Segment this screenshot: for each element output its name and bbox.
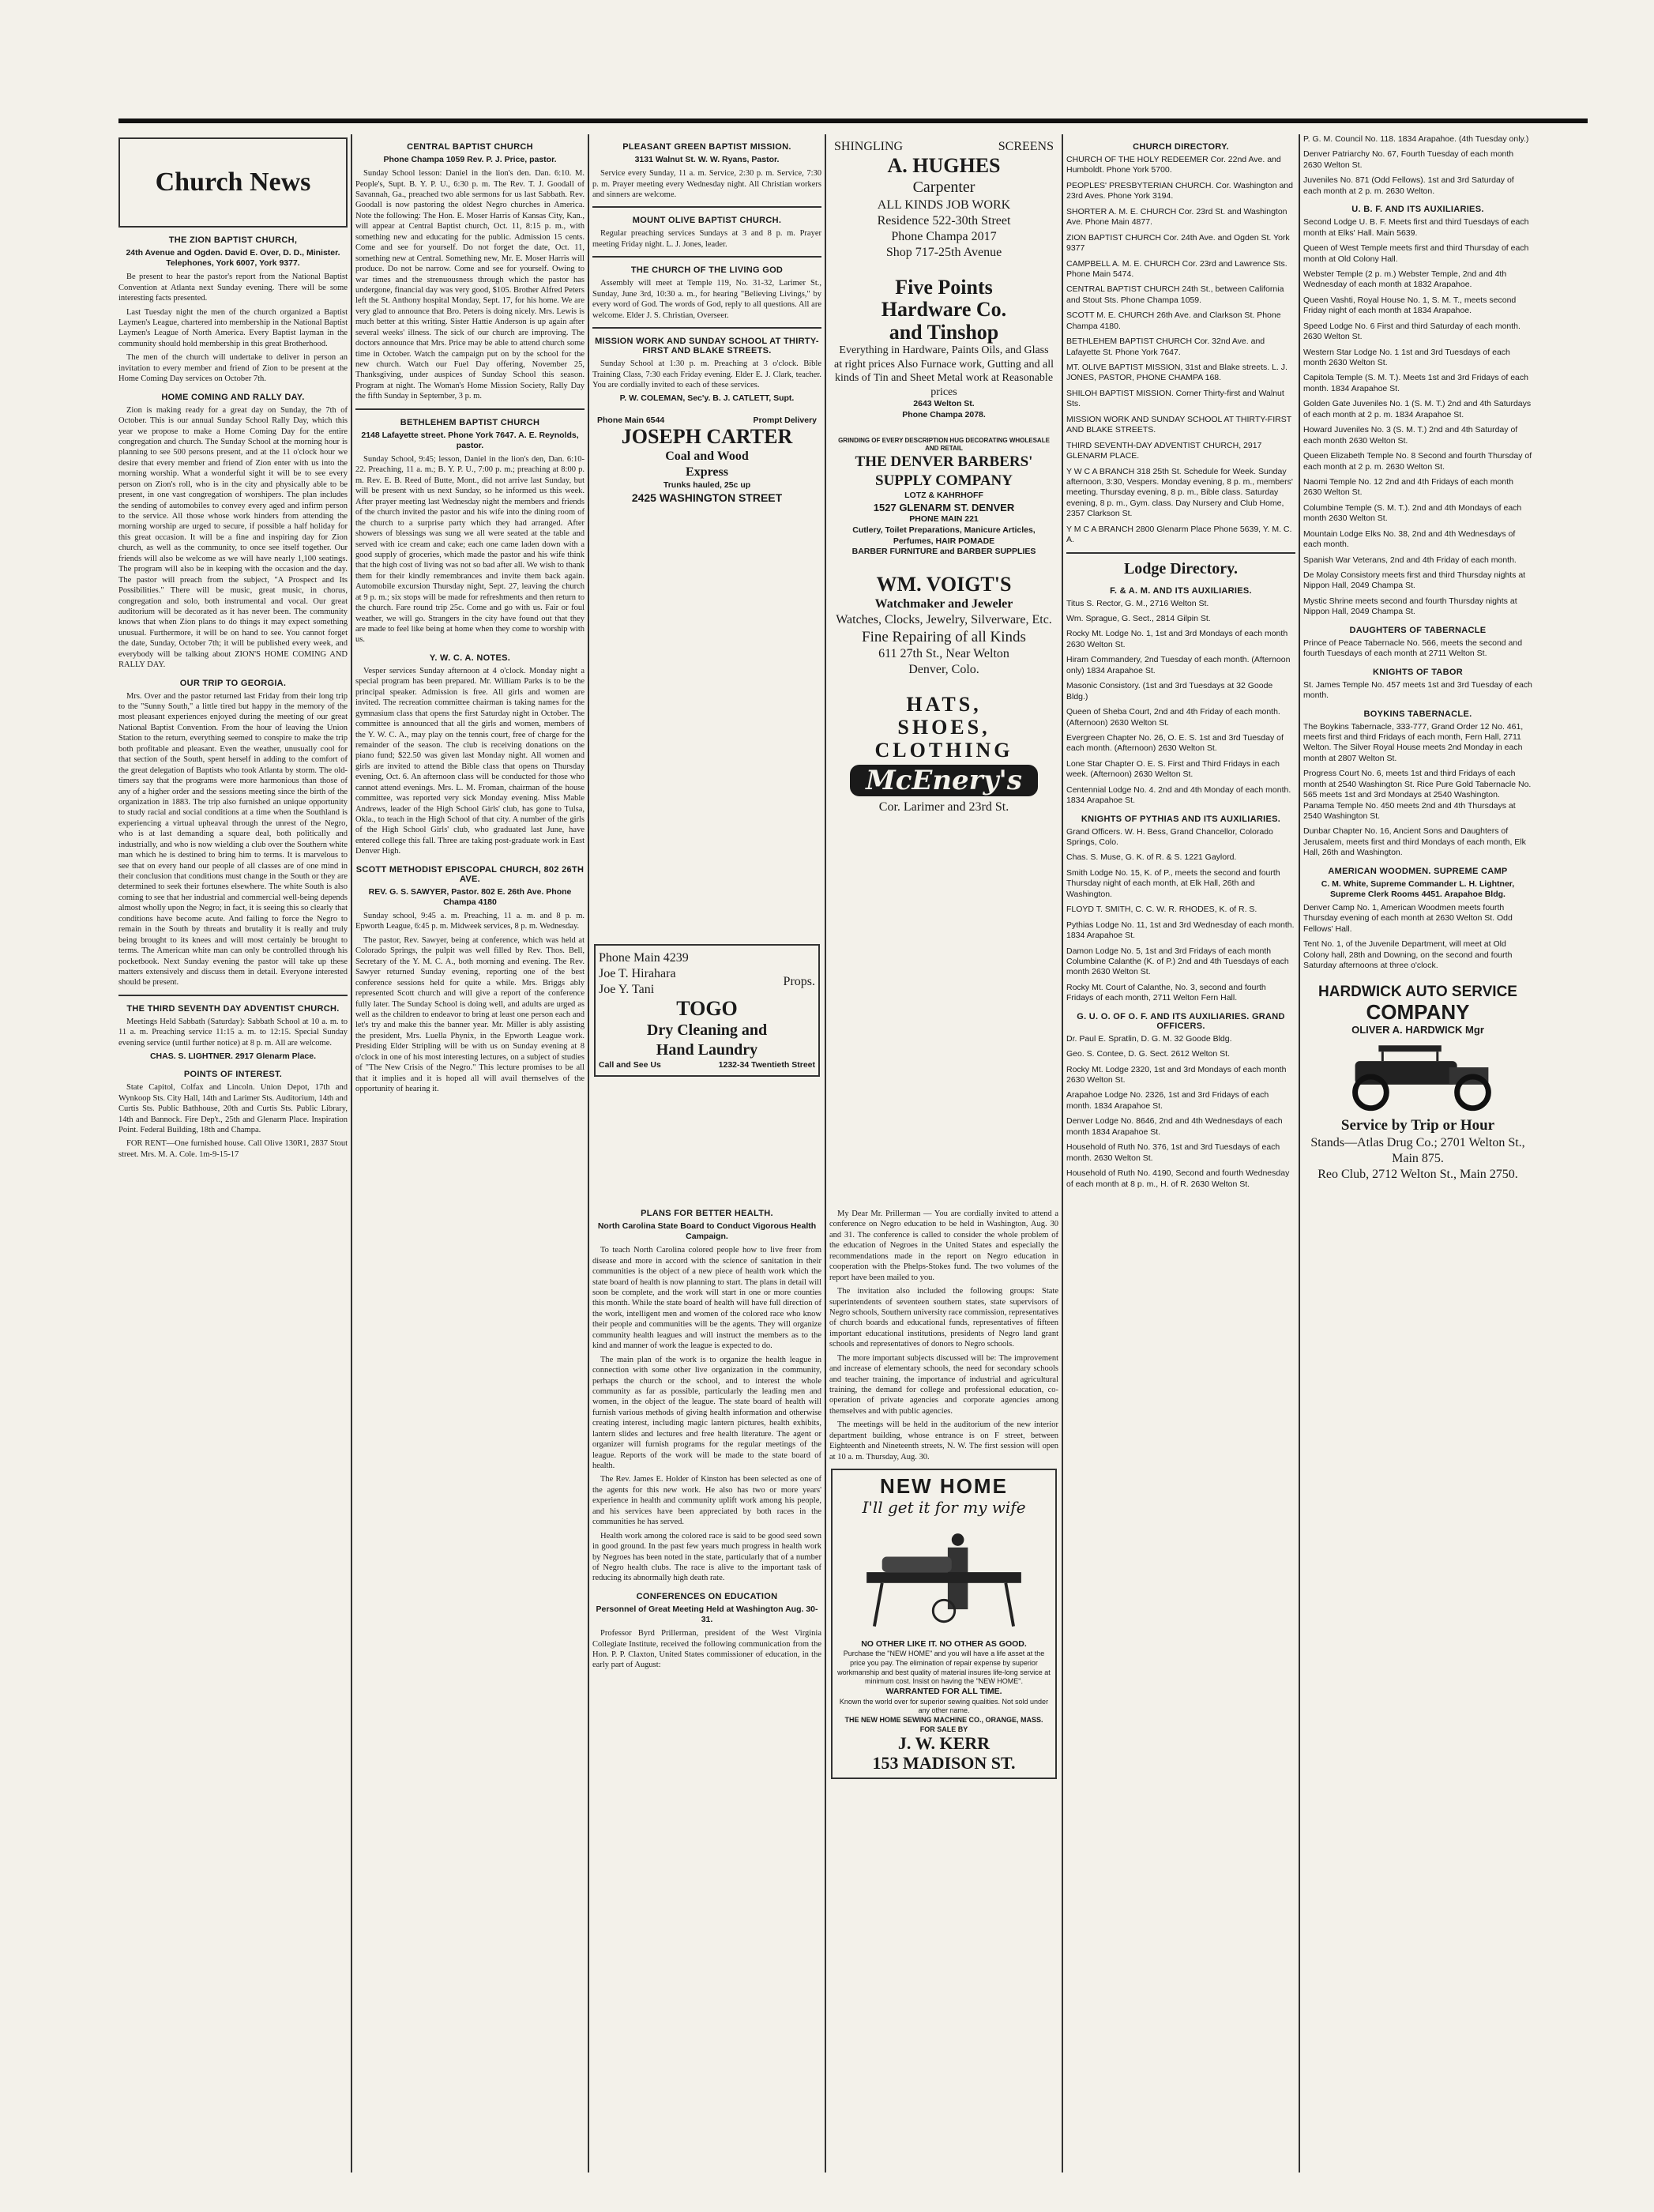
oddfellows-entry: Arapahoe Lodge No. 2326, 1st and 3rd Fridays of each month. 1834 Arapahoe St. — [1066, 1090, 1269, 1111]
health-paragraph: The Rev. James E. Holder of Kinston has been selected as one of the agents for this new work. He also has two or more years' experience in health and community uplift work among his people, and his services have been appreciated by both races in the communities he has served. — [592, 1475, 821, 1527]
health-paragraph: Health work among the colored race is said to be good seed sown in good ground. In the past few years much progress in health work by Negroes has been noted in the state, particularly that of a number of Negro health clubs. The race is alive to the important task of reducing its abnormally high death rate. — [592, 1531, 821, 1583]
kp-entry: Grand Officers. W. H. Bess, Grand Chancellor, Colorado Springs, Colo. — [1066, 826, 1273, 847]
hardwick-stands: Stands—Atlas Drug Co.; 2701 Welton St., Main 875. — [1310, 1135, 1525, 1165]
fp-line: and Tinshop — [889, 320, 999, 344]
conference-title: CONFERENCES ON EDUCATION — [636, 1591, 778, 1601]
oddfellows-title: G. U. O. OF O. F. AND ITS AUXILIARIES. GRAND OFFICERS. — [1077, 1011, 1285, 1031]
column-rule — [588, 134, 589, 2172]
voigt-goods: Watches, Clocks, Jewelry, Silverware, Etc. — [836, 612, 1052, 626]
carter-line: Express — [686, 465, 728, 479]
georgia-title: OUR TRIP TO GEORGIA. — [179, 678, 287, 688]
church-directory-entry: THIRD SEVENTH-DAY ADVENTIST CHURCH, 2917 GLENARM PLACE. — [1066, 440, 1262, 461]
oddfellows-entry: Household of Ruth No. 4190, Second and fourth Wednesday of each month at 8 p. m., H. of R. 2630 Welton St. — [1066, 1168, 1290, 1189]
church-directory-entry: Y W C A BRANCH 318 25th St. Schedule for Week. Sunday afternoon, 3:30, Vespers. Monday evening, 8 p. m., members' meeting. Thursday evening, 8 p. m., Bible class. Saturday evening, 8 p. m., Gym. class. Day Nursery and Club Home, 2357 Clarkson St. — [1066, 466, 1293, 519]
boykins-title: BOYKINS TABERNACLE. — [1363, 709, 1472, 719]
boykins-text: The Boykins Tabernacle, 333-777, Grand Order 12 No. 461, meets first and third Fridays of each month, Fern Hall, 2711 Welton. The Silver Royal House meets 2nd Monday in each month at 2807 Welton St. — [1303, 721, 1524, 763]
masthead-title: Church News — [155, 167, 311, 197]
kp-title: KNIGHTS OF PYTHIAS AND ITS AUXILIARIES. — [1081, 814, 1281, 824]
divider — [592, 256, 821, 258]
kp-list — [1066, 827, 1295, 1004]
zion-paragraph: The men of the church will undertake to deliver in person an invitation to every member and friend of Zion to be present at the Home Coming Day services on October 7th. — [118, 353, 348, 384]
mission-paragraph: Sunday School at 1:30 p. m. Preaching at 3 o'clock. Bible Training Class, 7:30 each Friday evening. Elder E. J. Clark, teacher. You are cordially invited to each of these services. — [592, 359, 821, 389]
hats-line: CLOTHING — [874, 738, 1013, 762]
lodge-entry: Evergreen Chapter No. 26, O. E. S. 1st and 3rd Tuesday of each month. (Afternoon) 2630 Welton St. — [1066, 732, 1284, 754]
church-directory-title: CHURCH DIRECTORY. — [1133, 142, 1229, 152]
mission-title: MISSION WORK AND SUNDAY SCHOOL AT THIRTY-FIRST AND BLAKE STREETS. — [595, 337, 819, 356]
scott-title: SCOTT METHODIST EPISCOPAL CHURCH, 802 26TH AVE. — [355, 864, 585, 884]
ywca-title: Y. W. C. A. NOTES. — [429, 653, 511, 663]
ubf-entry: Capitola Temple (S. M. T.). Meets 1st and 3rd Fridays of each month. 1834 Arapahoe St. — [1303, 373, 1528, 393]
ubf-entry: Mystic Shrine meets second and fourth Thursday nights at Nippon Hall, 2049 Champa St. — [1303, 596, 1517, 617]
divider — [592, 327, 821, 329]
hardwick-line: COMPANY — [1366, 1000, 1470, 1025]
new-home-forsale: FOR SALE BY — [919, 1725, 968, 1733]
oddfellows-list — [1066, 1034, 1295, 1190]
togo-line: Dry Cleaning and — [646, 1021, 768, 1039]
barber-address: 1527 GLENARM ST. DENVER — [873, 501, 1015, 514]
top-rule — [118, 118, 1588, 123]
church-directory-list — [1066, 155, 1295, 546]
hughes-trade: Carpenter — [912, 178, 975, 196]
points-paragraph: State Capitol, Colfax and Lincoln. Union Depot, 17th and Wynkoop Sts. City Hall, 14th and Larimer Sts. Auditorium, 14th and Curtis Sts. Public Bathhouse, 20th and Curtis Sts. Public Library, 14th and Bannock. Fire Dep't., 25th and Glenarm Place. Inspiration Point. Federal Building, 18th and Champa. — [118, 1083, 348, 1134]
church-directory-entry: SCOTT M. E. CHURCH 26th Ave. and Clarkson St. Phone Champa 4180. — [1066, 310, 1281, 331]
lodge-entry: Juveniles No. 871 (Odd Fellows). 1st and 3rd Saturday of each month at 2 p. m. 2630 Welton. — [1303, 175, 1514, 196]
kp-entry: Pythias Lodge No. 11, 1st and 3rd Wednesday of each month. 1834 Arapahoe St. — [1066, 920, 1295, 941]
sda-paragraph: Meetings Held Sabbath (Saturday): Sabbath School at 10 a. m. to 11 a. m. Preaching service 11:15 a. m. to 12:15. Special Sunday evening service (until further notice) at 8 p. m. All are welcome. — [118, 1017, 348, 1048]
zion-title: THE ZION BAPTIST CHURCH, — [168, 235, 298, 245]
barber-owners: LOTZ & KAHRHOFF — [904, 490, 983, 500]
screens-label: SCREENS — [998, 140, 1054, 153]
health-paragraph: The main plan of the work is to organize the health league in connection with some other live organization in the community, perhaps the church or the school, and to interest the whole community as far as possible, particularly the leading men and women, in the object of the league. The state board of health will furnish various methods of giving health information and otherwise creating interest, including magic lantern pictures, health exhibits, lantern slides and lectures and free health literature. The agent or organizer will furnish programs for the regular meetings of the league. Reports of the work will be made to the state board of health. — [592, 1355, 821, 1470]
mission-signature: P. W. COLEMAN, Sec'y. B. J. CATLETT, Supt. — [619, 393, 795, 404]
ubf-entry: Golden Gate Juveniles No. 1 (S. M. T.) 2nd and 4th Saturdays of each month at 2 p. m. 1834 Arapahoe St. — [1303, 399, 1532, 419]
divider — [1066, 552, 1295, 554]
ubf-entry: Mountain Lodge Elks No. 38, 2nd and 4th Wednesdays of each month. — [1303, 529, 1516, 550]
ubf-list — [1303, 217, 1532, 618]
hughes-shop: Shop 717-25th Avenue — [885, 245, 1002, 259]
conference-paragraph: Professor Byrd Prillerman, president of the West Virginia Collegiate Institute, received the following communication from the Hon. P. P. Claxton, United States commissioner of education, in the early part of August: — [592, 1629, 821, 1670]
conference-paragraph: The more important subjects discussed will be: The improvement and increase of elementary schools, the need for secondary schools and teacher training, the importance of industrial and agricultural training, the demand for college and professional education, co-operation of private agencies and corporate agencies among themselves and with public agencies. — [829, 1353, 1058, 1416]
new-home-warranted: WARRANTED FOR ALL TIME. — [885, 1687, 1002, 1697]
barber-name: THE DENVER BARBERS' SUPPLY COMPANY — [855, 453, 1033, 490]
togo-prop: Joe Y. Tani — [599, 983, 655, 996]
barber-goods: Cutlery, Toilet Preparations, Manicure Articles, Perfumes, HAIR POMADE — [852, 525, 1036, 546]
church-directory-entry: SHILOH BAPTIST MISSION. Corner Thirty-first and Walnut Sts. — [1066, 388, 1284, 409]
column-rule — [1062, 134, 1063, 2172]
masthead-box — [118, 137, 348, 228]
five-points-ad — [831, 272, 1057, 426]
daughters-tabernacle-title: DAUGHTERS OF TABERNACLE — [1349, 625, 1487, 635]
mceneny-ad — [831, 689, 1057, 820]
new-home-text: Purchase the "NEW HOME" and you will have a life asset at the price you pay. The elimination of repair expense by superior workmanship and best quality of material insures life-long service at minimum cost. Insist on having the "NEW HOME". — [837, 1650, 1051, 1686]
sda-title: THE THIRD SEVENTH DAY ADVENTIST CHURCH. — [126, 1003, 340, 1014]
knights-tabor-title: KNIGHTS OF TABOR — [1373, 667, 1463, 677]
conference-sub: Personnel of Great Meeting Held at Washington Aug. 30-31. — [596, 1604, 818, 1624]
new-home-company: THE NEW HOME SEWING MACHINE CO., ORANGE, MASS. — [844, 1716, 1043, 1725]
bethlehem-paragraph: Sunday School, 9:45; lesson, Daniel in the lion's den, Dan. 6:10-22. Preaching, 11 a. m.; B. Y. P. U., 7:00 p. m.; preaching at 8:00 p. m. Rev. E. B. Reed of Butte, Mont., did not arrive last Sunday, but will be present with us next Sunday, so he informed us this week. After prayer meeting last Wednesday night the members and friends of the church invited the pastor and his wife into the dining room of the church to a surprise party which they had arranged. After showers of blessings was sung we all were seated at the table and served with ice cream and cake; each one came laden down with a good supply of groceries, which made the pastor and his wife think that the high cost of living was not so bad after all. We wish to thank them for their kindly remembrances and invite them back again. Automobile excursion Thursday night, Sept. 27, leaving the church at 9 p. m.; six stops will be made for refreshments and then return to the church. Fare round trip 25c. Come and go with us. Fair or foul weather, we will go. Strangers in the city have found out that they are made to feel like being at home when they come to worship with us. — [355, 455, 585, 645]
barber-phone: PHONE MAIN 221 — [909, 514, 979, 525]
health-title: PLANS FOR BETTER HEALTH. — [641, 1209, 773, 1218]
daughters-tabernacle-text: Prince of Peace Tabernacle No. 566, meets the second and fourth Tuesdays of each month at 2711 Welton St. — [1303, 638, 1523, 659]
zion-paragraph: Last Tuesday night the men of the church organized a Baptist Laymen's League, chartered into membership in the National Baptist Laymen's League of North America. Every Baptist layman in the community should hold membership in this great Brotherhood. — [118, 307, 348, 348]
kp-entry: Chas. S. Muse, G. K. of R. & S. 1221 Gaylord. — [1066, 852, 1237, 863]
lodge-entry: Titus S. Rector, G. M., 2716 Welton St. — [1066, 598, 1209, 608]
col6-top-list — [1303, 134, 1532, 197]
column-3 — [592, 134, 821, 1051]
barbers-ad — [831, 432, 1057, 562]
new-home-dealer: J. W. KERR — [897, 1733, 991, 1754]
lodge-entry: Rocky Mt. Lodge No. 1, 1st and 3rd Mondays of each month 2630 Welton St. — [1066, 629, 1288, 649]
knights-tabor-text: St. James Temple No. 457 meets 1st and 3rd Tuesday of each month. — [1303, 679, 1532, 701]
lodge-directory-title: Lodge Directory. — [1123, 559, 1239, 577]
fp-desc: Everything in Hardware, Paints Oils, and Glass at right prices Also Furnace work, Gutting and all kinds of Tin and Sheet Metal work at Reasonable prices — [834, 344, 1054, 398]
ywca-paragraph: Vesper services Sunday afternoon at 4 o'clock. Monday night a special program has been prepared. Mr. William Parks is to be the principal speaker. Admission is free. All girls and women are invited. The recreation committee chairman is taking names for the gymnasium class that opens the first Saturday night in October. The committee is announced that all the girls and women, members of the Y. W. C. A., may play on the tennis court, free of charge for the remainder of the season. The club is receiving donations on the piano fund; $22.50 was given last Monday night. All women and girls are invited to attend the Bible class that opens on Thursday evening, Oct. 6. An afternoon class will be conducted for those who cannot attend evenings. Mrs. L. M. Froman, chairman of the house committee, was reported very sick Monday evening. Miss Mable Andrews, leader of the High School Girls' club, has gone to Tulsa, Okla., to teach in the High School of that city. A number of the girls of the High School Girls' club, who graduated last June, have entered college this fall. Three are taking post-graduate work in East Denver High. — [355, 666, 585, 856]
carter-phone: Phone Main 6544 — [597, 415, 665, 425]
ubf-entry: Speed Lodge No. 6 First and third Saturday of each month. 2630 Welton St. — [1303, 321, 1521, 342]
barber-top: GRINDING OF EVERY DESCRIPTION HUG DECORATING WHOLESALE AND RETAIL — [838, 436, 1050, 453]
voigt-repair: Fine Repairing of all Kinds — [862, 628, 1026, 645]
lodge-entry: Masonic Consistory. (1st and 3rd Tuesdays at 32 Goode Bldg.) — [1066, 681, 1273, 702]
central-sub: Phone Champa 1059 Rev. P. J. Price, pastor. — [383, 155, 557, 164]
divider — [118, 995, 348, 996]
hughes-jobs: ALL KINDS JOB WORK — [877, 198, 1011, 212]
lodge-entry: Centennial Lodge No. 4. 2nd and 4th Monday of each month. 1834 Arapahoe St. — [1066, 784, 1291, 806]
tent-text: Tent No. 1, of the Juvenile Department, will meet at Old Colony hall, 28th and Downing, on the second and fourth Saturday afternoons at three o'clock. — [1303, 939, 1513, 971]
church-directory-entry: BETHLEHEM BAPTIST CHURCH Cor. 32nd Ave. and Lafayette St. Phone York 7647. — [1066, 337, 1265, 357]
newspaper-page — [118, 118, 1588, 2172]
dunbar-text: Dunbar Chapter No. 16, Ancient Sons and Daughters of Jerusalem, meets first and third Mondays of each month, Elk Hall, 26th and Washington. — [1303, 826, 1526, 858]
lodge-entry: Denver Patriarchy No. 67, Fourth Tuesday of each month 2630 Welton St. — [1303, 149, 1514, 170]
kp-entry: Damon Lodge No. 5, 1st and 3rd Fridays of each month Columbine Calanthe (K. of P.) 2nd and 4th Tuesdays of each month 2630 Welton St. — [1066, 946, 1289, 977]
bethlehem-sub: 2148 Lafayette street. Phone York 7647. A. E. Reynolds, pastor. — [361, 430, 579, 450]
voigt-name: WM. VOIGT'S — [876, 573, 1012, 596]
carter-address: 2425 WASHINGTON STREET — [631, 491, 783, 505]
progress-court-text: Progress Court No. 6, meets 1st and third Fridays of each month at 2540 Washington St. Rice Pure Gold Tabernacle No. 565 meets 1st and 3rd Mondays at 2540 Washington. Panama Temple No. 450 meets 2nd and 4th Thursdays at 2540 Washington St. — [1303, 769, 1532, 821]
zion-sub: 24th Avenue and Ogden. David E. Over, D. D., Minister. Telephones, York 6007, York 9377. — [126, 248, 340, 269]
zion-paragraph: Be present to hear the pastor's report from the National Baptist Convention at Atlanta next Sunday evening. There will be some interesting facts presented. — [118, 273, 348, 303]
carter-name: JOSEPH CARTER — [621, 425, 793, 449]
ubf-entry: Western Star Lodge No. 1 1st and 3rd Tuesdays of each month 2630 Welton St. — [1303, 347, 1510, 367]
sda-signature: CHAS. S. LIGHTNER. 2917 Glenarm Place. — [149, 1051, 317, 1062]
scott-paragraph: Sunday school, 9:45 a. m. Preaching, 11 a. m. and 8 p. m. Epworth League, 6:45 p. m. Midweek services, 8 p. m. Wednesday. — [355, 912, 585, 931]
new-home-script: I'll get it for my wife — [862, 1497, 1026, 1517]
points-title: POINTS OF INTEREST. — [183, 1070, 283, 1080]
fp-phone: Phone Champa 2078. — [902, 410, 986, 420]
ubf-entry: Howard Juveniles No. 3 (S. M. T.) 2nd and 4th Saturday of each month 2630 Welton St. — [1303, 425, 1518, 446]
ubf-entry: Queen Elizabeth Temple No. 8 Second and fourth Thursday of each month at 2 p. m. 2630 Welton St. — [1303, 451, 1532, 472]
living-god-title: THE CHURCH OF THE LIVING GOD — [630, 265, 784, 276]
column-5 — [1066, 134, 1295, 2172]
hughes-residence: Residence 522-30th Street — [877, 213, 1011, 228]
fp-line: Hardware Co. — [881, 298, 1007, 322]
oddfellows-entry: Dr. Paul E. Spratlin, D. G. M. 32 Goode Bldg. — [1066, 1033, 1232, 1044]
column-rule — [825, 134, 826, 2172]
hats-line: SHOES, — [897, 715, 991, 739]
sewing-machine-illustration — [836, 1517, 1052, 1635]
conference-paragraph: My Dear Mr. Prillerman — You are cordially invited to attend a conference on Negro education to be held in Washington, Aug. 30 and 31. The conference is called to consider the whole problem of the education of Negroes in the United States and especially the recommendations made in the report on Negro education in cooperation with the Phelps-Stokes fund. The two volumes of the report have been mailed to you. — [829, 1209, 1058, 1282]
barber-furniture: BARBER FURNITURE and BARBER SUPPLIES — [851, 547, 1036, 557]
olive-paragraph: Regular preaching services Sundays at 3 and 8 p. m. Prayer meeting Friday night. L. J. Jones, leader. — [592, 229, 821, 249]
church-directory-entry: Y M C A BRANCH 2800 Glenarm Place Phone 5639, Y. M. C. A. — [1066, 524, 1292, 545]
health-sub: North Carolina State Board to Conduct Vigorous Health Campaign. — [597, 1221, 817, 1242]
hats-line: HATS, — [906, 693, 982, 717]
oddfellows-entry: Rocky Mt. Lodge 2320, 1st and 3rd Mondays of each month 2630 Welton St. — [1066, 1064, 1287, 1085]
olive-title: MOUNT OLIVE BAPTIST CHURCH. — [632, 216, 782, 226]
divider — [592, 206, 821, 208]
church-directory-entry: PEOPLES' PRESBYTERIAN CHURCH. Cor. Washington and 23rd Aves. Phone York 3194. — [1066, 180, 1293, 201]
new-home-address: 153 MADISON ST. — [872, 1752, 1016, 1773]
togo-name: TOGO — [676, 997, 738, 1020]
pleasant-paragraph: Service every Sunday, 11 a. m. Service, 2:30 p. m. Service, 7:30 p. m. Prayer meeting every Wednesday night. All Christian workers and sinners are welcome. — [592, 169, 821, 199]
fp-address: 2643 Welton St. — [913, 399, 975, 409]
kp-entry: FLOYD T. SMITH, C. C. W. R. RHODES, K. of R. S. — [1066, 905, 1257, 915]
scott-paragraph: The pastor, Rev. Sawyer, being at conference, which was held at Colorado Springs, the pulpit was well filled by Rev. Thos. Bell, Secretary of the Y. M. C. A., both morning and evening. The Rev. Sawyer returned Sunday evening, reporting one of the best conference sessions held for quite a while. Mrs. Briggs ably represented Scott church and will give a report of the conference fully later. The Sunday School is doing well, and adults are urged as well as the children to endeavor to bring at least one person each and let's try and make this the banner year. Mr. Miller is ably assisting the president, Mrs. Luella Phynix, in the Epworth League work. Presiding Elder Stripling will be with us on Sunday evening at 8 o'clock in one of his most interesting lectures, on a subject of studies of "The New Crisis of the Negro." This lecture promises to be all that it implies and it is hoped all will avail themselves of the opportunity of hearing it. — [355, 935, 585, 1093]
georgia-paragraph: Mrs. Over and the pastor returned last Friday from their long trip to the "Sunny South," a little tired but happy in the memory of the most pleasant experiences enjoyed during the meeting of our great National Baptist Convention. From the hour of leaving the Union Station to the return, everything seemed to conspire to make the trip both profitable and pleasant. Even the weather, unusually cool for that section of the South, spent herself in adding to the comfort of the great delegation of Baptists who took Atlanta by storm. The old-timers say that the programs were more harmonious than those of any of a higher order and the sessions meeting since the birth of the organization in 1883. The trip also furnished an unique opportunity to study racial and social conditions at a time when the Southland is experiencing a virtual upheaval through the unrest of the Negro, who is at last demanding a square deal, both politically and industrially, and who is now wielding a club over the Southern white man which he is destined to bring him to terms. It is marvelous to see that on every hand our people of all classes are of one mind in their conclusion that conditions must change in the South or they are determined to seek their fortunes elsewhere. The white South is also coming to see that her industrial and commercial well-being depends almost wholly upon the Negro; in fact, it is seeing this so clearly that conditions have become acute. And failing to force the Negro to remain in the South by threats and brutality it is really and truly being brought to its knees and will most certainly be brought to terms. The American white man can only be controlled through his pocketbook. Next Sunday evening the pastor will take up these matters extensively and discuss them in detail. Everyone interested should be present. — [118, 691, 348, 988]
carter-ad — [594, 411, 820, 510]
new-home-nolike: NO OTHER LIKE IT. NO OTHER AS GOOD. — [861, 1638, 1027, 1649]
ubf-entry: Second Lodge U. B. F. Meets first and third Tuesdays of each month at Elks' Hall. Main 5639. — [1303, 217, 1529, 238]
pleasant-sub: 3131 Walnut St. W. W. Ryans, Pastor. — [634, 155, 780, 164]
scott-sub: REV. G. S. SAWYER, Pastor. 802 E. 26th Ave. Phone Champa 4180 — [368, 886, 572, 907]
church-directory-entry: CHURCH OF THE HOLY REDEEMER Cor. 22nd Ave. and Humboldt. Phone York 5700. — [1066, 155, 1281, 175]
woodmen-text: Denver Camp No. 1, American Woodmen meets fourth Thursday evening of each month at 2630 Welton St. Odd Fellows' Hall. — [1303, 903, 1513, 934]
column-4 — [829, 134, 1058, 1327]
voigt-address: 611 27th St., Near Welton — [878, 647, 1009, 661]
hardwick-ad — [1305, 978, 1531, 1187]
togo-prop: Joe T. Hirahara — [599, 967, 676, 980]
church-directory-entry: SHORTER A. M. E. CHURCH Cor. 23rd St. and Washington Ave. Phone Main 4877. — [1066, 206, 1287, 228]
togo-ad-column — [592, 944, 821, 1126]
church-directory-entry: MT. OLIVE BAPTIST MISSION, 31st and Blake streets. L. J. JONES, PASTOR, PHONE CHAMPA 168. — [1066, 363, 1287, 383]
voigt-city: Denver, Colo. — [908, 663, 979, 677]
divider — [355, 408, 585, 410]
ubf-entry: Webster Temple (2 p. m.) Webster Temple, 2nd and 4th Wednesday of each month at 1832 Arapahoe. — [1303, 269, 1507, 290]
hughes-phone: Phone Champa 2017 — [891, 229, 997, 243]
ubf-entry: Queen of West Temple meets first and third Thursday of each month at Old Colony Hall. — [1303, 243, 1529, 264]
central-paragraph: Sunday School lesson: Daniel in the lion's den. Dan. 6:10. M. People's, Supt. B. Y. P. U., 6:30 p. m. The Rev. T. J. Goodall of Savannah, Ga., preached two able sermons for us last Sabbath. Rev. Goodall is now pastoring the oldest Negro churches in America. Note the following: The Hon. E. Moser Harris of Kansas City, Kan., will appear at Central Baptist church, Oct. 11, 8:15 p. m., with something new and educating for the public. Admission 15 cents. Come and see for yourself. Do not forget the date, Oct. 11, something new at Central. Something new, Mr. E. Moser Harris will produce. Do not be narrow. Come and see for yourself. Owing to war times and the strenuousness through which the pastor has undergone, financial day was very good, $105. Brother Alfred Peters left the St. Anthony hospital Monday, Sept. 17, for his home. We are very glad to announce that Bro. Peters is doing nicely. Mrs. Lewis is much better at this writing. Sister Hattie Anderson is up again after several weeks' illness. The sick of our church are improving. The doctors announce that Mrs. Price may be able to attend church some time in October. Watch the campaign put on by the school for the new church. Watch our Fuel Day offering, November 25, Thanksgiving, under auspices of Sunday School this season. Program at night. The Woman's Home Mission Society, Rally Day the fifth Sunday in September, 3 p. m. — [355, 169, 585, 401]
ubf-entry: Naomi Temple No. 12 2nd and 4th Fridays of each month 2630 Welton St. — [1303, 476, 1513, 498]
hughes-name: A. HUGHES — [887, 154, 1001, 177]
voigt-ad — [831, 569, 1057, 683]
lodge-entry: Queen of Sheba Court, 2nd and 4th Friday of each month. (Afternoon) 2630 Welton St. — [1066, 707, 1280, 728]
health-paragraph: To teach North Carolina colored people how to live freer from disease and more in accord with the science of sanitation in their communities is the object of a new piece of health work which the state board of health is now planning to start. The plans in detail will soon be complete, and the work will start in one or more counties this month. While the state board of health will have full direction of the work, intelligent men and women of the colored race who know their people and communities will be the agents. They will organize community health leagues and will instruct the members as to the kind and manner of work the league is expected to do. — [592, 1246, 821, 1351]
mceneny-logo: McEnery's — [850, 765, 1038, 796]
church-directory-entry: ZION BAPTIST CHURCH Cor. 24th Ave. and Ogden St. York 9377 — [1066, 232, 1290, 254]
fam-title: F. & A. M. AND ITS AUXILIARIES. — [1110, 585, 1252, 596]
column-6 — [1303, 134, 1532, 2172]
togo-call: Call and See Us — [599, 1059, 661, 1070]
hughes-ad — [831, 134, 1057, 265]
column-2 — [355, 134, 585, 2172]
mceneny-address: Cor. Larimer and 23rd St. — [878, 800, 1009, 814]
column-rule — [1299, 134, 1300, 2172]
lodge-entry: P. G. M. Council No. 118. 1834 Arapahoe. (4th Tuesday only.) — [1303, 134, 1529, 144]
new-home-known: Known the world over for superior sewing qualities. Not sold under any other name. — [839, 1697, 1049, 1715]
oddfellows-entry: Geo. S. Contee, D. G. Sect. 2612 Welton St. — [1066, 1049, 1230, 1059]
hardwick-line: HARDWICK AUTO SERVICE — [1318, 983, 1517, 1000]
living-god-paragraph: Assembly will meet at Temple 119, No. 31-32, Larimer St., Sunday, June 3rd, 10:30 a. m., for hearing "Believing Livings," by every word of God. The words of God, reply to all questions. All are welcome. Elder J. S. Christian, Overseer. — [592, 279, 821, 320]
ubf-entry: De Molay Consistory meets first and third Thursday nights at Nippon Hall, 2049 Champa St. — [1303, 570, 1526, 591]
woodmen-title: AMERICAN WOODMEN. SUPREME CAMP — [1328, 866, 1508, 876]
carter-trunks: Trunks hauled, 25c up — [663, 480, 751, 490]
lodge-entry: Lone Star Chapter O. E. S. First and Third Fridays in each week. (Afternoon) 2630 Welton St. — [1066, 758, 1280, 780]
new-home-ad — [831, 1469, 1057, 1779]
church-directory-entry: CAMPBELL A. M. E. CHURCH Cor. 23rd and Lawrence Sts. Phone Main 5474. — [1066, 258, 1287, 279]
conference-paragraph: The meetings will be held in the auditorium of the new interior department building, whose entrance is on F street, between Eighteenth and Nineteenth streets, N. W. The first session will open at 10 a. m. Thursday, Aug. 30. — [829, 1420, 1058, 1462]
lodge-entry: Wm. Sprague, G. Sect., 2814 Gilpin St. — [1066, 614, 1211, 623]
fp-line: Five Points — [895, 275, 993, 299]
lodge-entry: Hiram Commandery, 2nd Tuesday of each month. (Afternoon only) 1834 Arapahoe St. — [1066, 655, 1291, 675]
togo-ad — [594, 944, 820, 1077]
ubf-entry: Queen Vashti, Royal House No. 1, S. M. T., meets second Friday night of each month at 1834 Arapahoe. — [1303, 295, 1517, 316]
bethlehem-title: BETHLEHEM BAPTIST CHURCH — [400, 417, 540, 427]
kp-entry: Smith Lodge No. 15, K. of P., meets the second and fourth Thursday night of each month, at Elk Hall, 26th and Washington. — [1066, 867, 1280, 899]
hardwick-service: Service by Trip or Hour — [1340, 1116, 1495, 1134]
column-1 — [118, 134, 348, 2172]
voigt-trade: Watchmaker and Jeweler — [874, 596, 1013, 611]
woodmen-sub: C. M. White, Supreme Commander L. H. Lightner, Supreme Clerk Rooms 4451. Arapahoe Bldg. — [1321, 878, 1515, 899]
central-title: CENTRAL BAPTIST CHURCH — [407, 142, 533, 152]
conference-continued — [829, 1209, 1058, 2172]
togo-line: Hand Laundry — [656, 1040, 758, 1059]
pleasant-title: PLEASANT GREEN BAPTIST MISSION. — [622, 142, 791, 152]
ubf-title: U. B. F. AND ITS AUXILIARIES. — [1351, 205, 1484, 215]
homecoming-title: HOME COMING AND RALLY DAY. — [161, 392, 305, 402]
ubf-entry: Columbine Temple (S. M. T.). 2nd and 4th Mondays of each month 2630 Welton St. — [1303, 502, 1522, 524]
homecoming-paragraph: Zion is making ready for a great day on Sunday, the 7th of October. This is our annual Sunday School Rally Day, which this year we propose to make a Home Coming Day for the entire congregation and church. The Sunday School at the morning hour is planning to see 500 persons present, and at the 11 o'clock hour we desire that every member and friend of Zion enter with us into the morning worship. What a wonderful sight it will be to see every person on Zion's roll, who is in the city and physically able to be present, in one vast congregation of worshipers. The plan includes the sending of automobiles to convey every aged and infirm person to the service. All those whose work hinders from attending the morning worship are urged to secure, if possible a half holiday for this great occasion. It will be a fine and inspiring day for Zion church, as well as the community, to once see itself together. Our friends will also be welcome as we will have nearly 1,100 seatings. The program will also be in keeping with the occasion and the day. The pastor will preach from the subject, "A Prospect and Its Possibilities." There will be music, great music, in chorus, congregation and solo, both instrumental and vocal. Our great auditorium will be decorated as it has never been. The community knows that when Zion plans to do things it may expect something unusual. Furthermore, it will be on hand to see. You cannot forget the date, Sunday, October 7th; it will be published every week, and everybody will be talking about ZION'S HOME COMING AND RALLY DAY. — [118, 405, 348, 670]
church-directory-entry: CENTRAL BAPTIST CHURCH 24th St., between California and Stout Sts. Phone Champa 1059. — [1066, 284, 1284, 305]
carter-line: Coal and Wood — [665, 449, 749, 463]
togo-address: 1232-34 Twentieth Street — [718, 1059, 815, 1070]
carter-prompt: Prompt Delivery — [753, 415, 817, 425]
kp-entry: Rocky Mt. Court of Calanthe, No. 3, second and fourth Fridays of each month, 2711 Welton Fern Hall. — [1066, 982, 1266, 1003]
church-directory-entry: MISSION WORK AND SUNDAY SCHOOL AT THIRTY-FIRST AND BLAKE STREETS. — [1066, 414, 1291, 435]
new-home-brand: NEW HOME — [880, 1474, 1008, 1499]
lodge-list — [1066, 599, 1295, 807]
health-article — [592, 1201, 821, 2172]
oddfellows-entry: Household of Ruth No. 376, 1st and 3rd Tuesdays of each month. 2630 Welton St. — [1066, 1142, 1280, 1163]
togo-phone: Phone Main 4239 — [599, 951, 689, 965]
shingling-label: SHINGLING — [834, 140, 904, 153]
ubf-entry: Spanish War Veterans, 2nd and 4th Friday of each month. — [1303, 555, 1517, 565]
for-rent-ad: FOR RENT—One furnished house. Call Olive 130R1, 2837 Stout street. Mrs. M. A. Cole. 1m-9-15-17 — [118, 1139, 348, 1159]
hardwick-manager: OLIVER A. HARDWICK Mgr — [1351, 1023, 1484, 1036]
oddfellows-entry: Denver Lodge No. 8646, 2nd and 4th Wednesdays of each month 1834 Arapahoe St. — [1066, 1116, 1283, 1137]
column-rule — [351, 134, 352, 2172]
togo-props-label: Props. — [783, 975, 815, 988]
hardwick-reo: Reo Club, 2712 Welton St., Main 2750. — [1318, 1167, 1518, 1181]
conference-paragraph: The invitation also included the following groups: State superintendents of seventeen southern states, state supervisors of Negro schools, Southern university race commission, representatives of church boards and educational funds, representatives of fifteen important educational institutions, presidents of Negro land grant schools and representatives of donors to Negro schools. — [829, 1287, 1058, 1349]
automobile-illustration — [1308, 1037, 1528, 1112]
